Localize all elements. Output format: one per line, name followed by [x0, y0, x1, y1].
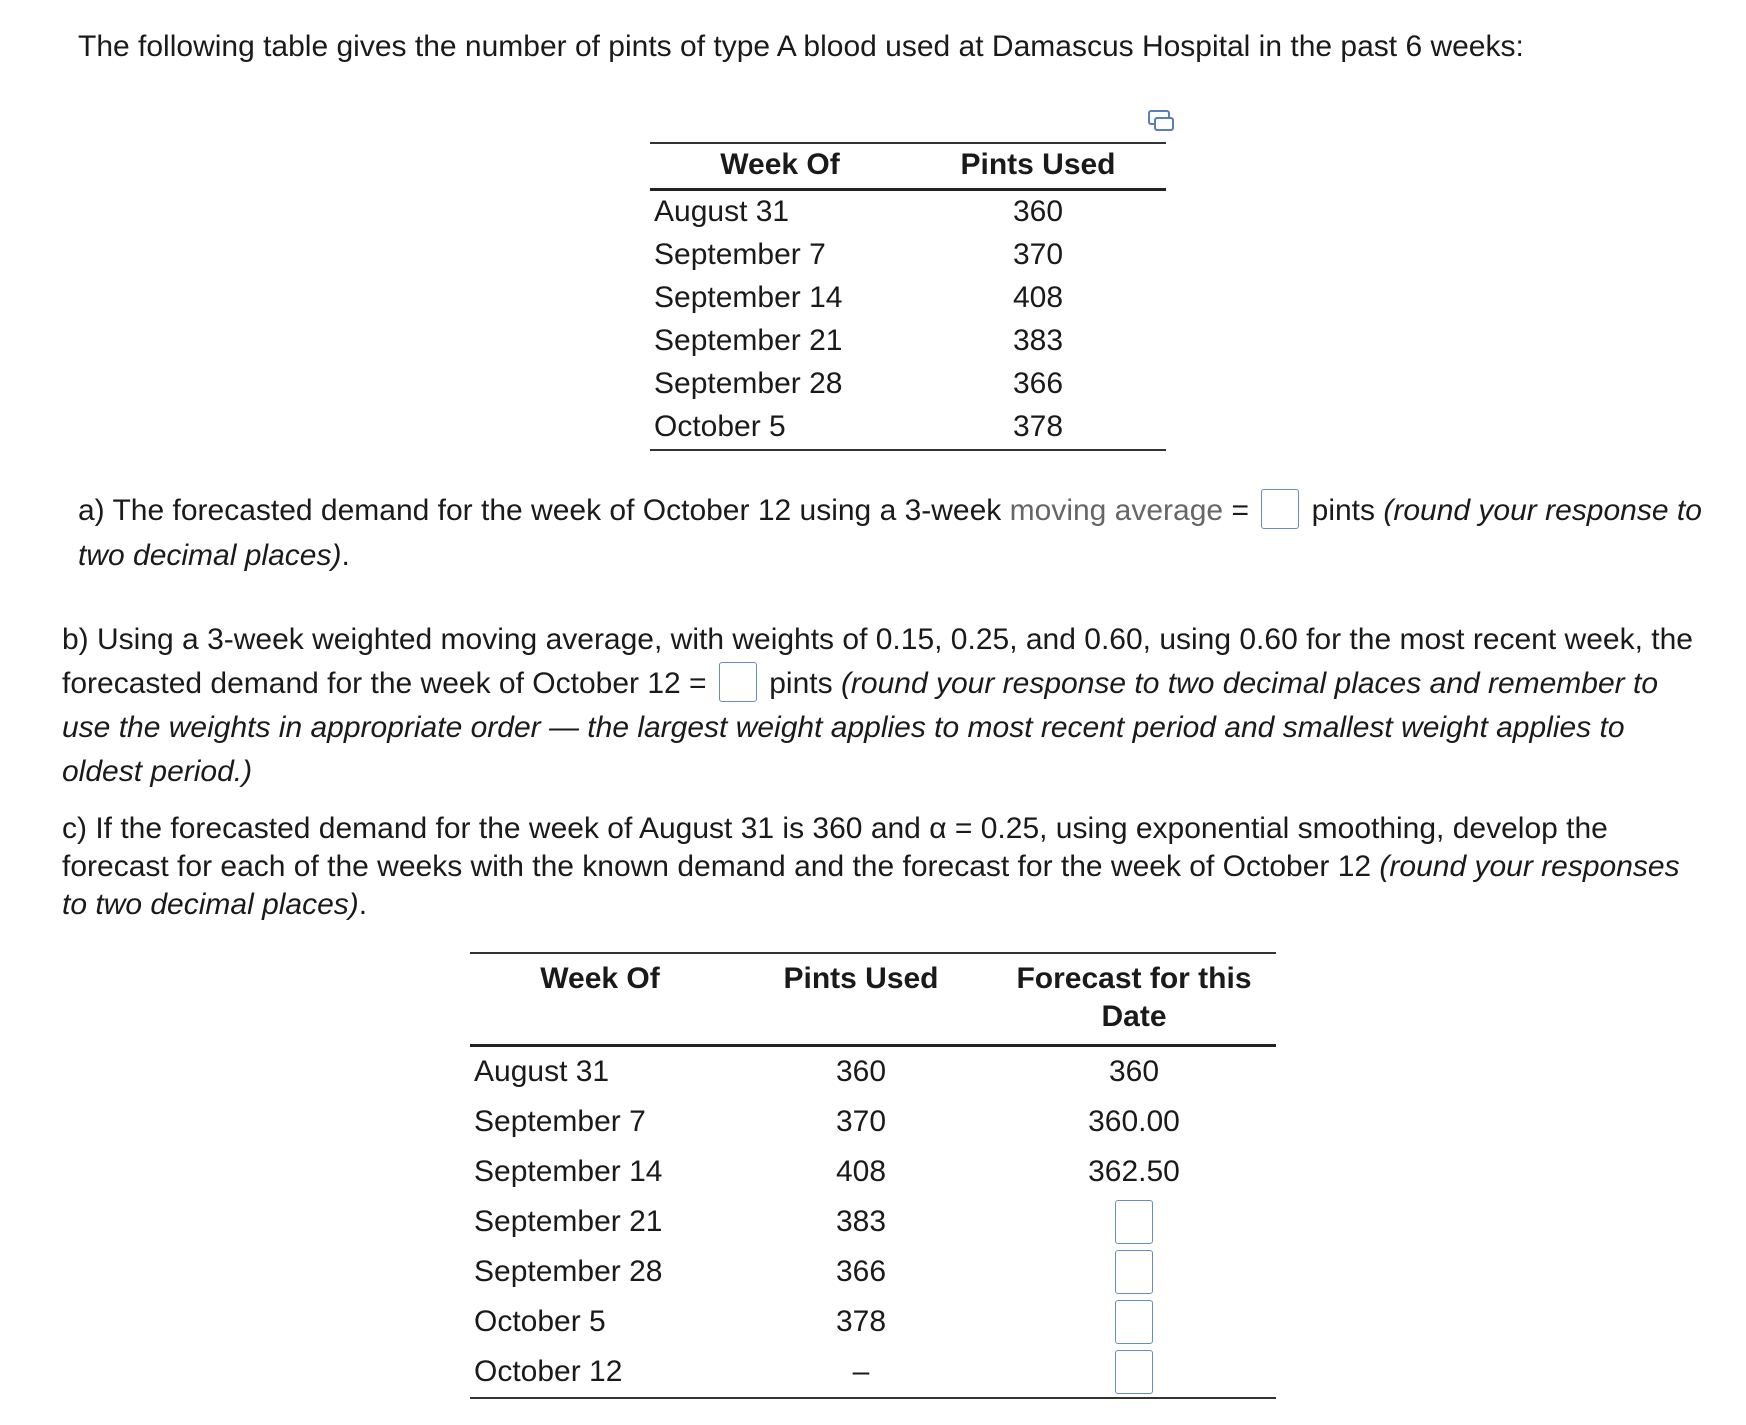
- forecast-cell: [992, 1197, 1276, 1247]
- intro-text: The following table gives the number of pints of type A blood used at Damascus Hospital in the past 6 weeks:: [78, 30, 1524, 63]
- pints-cell: 408: [1012, 281, 1064, 314]
- forecast-cell: 360.00: [1088, 1105, 1180, 1138]
- week-cell: September 21: [474, 1205, 663, 1238]
- table-row: [650, 363, 1166, 406]
- forecast-sep21-input[interactable]: [1115, 1200, 1153, 1244]
- pints-cell: 378: [1012, 410, 1064, 443]
- week-cell: August 31: [474, 1055, 610, 1088]
- pints-table: [650, 142, 1166, 451]
- part-c-question: c) If the forecasted demand for the week of August 31 is 360 and α = 0.25, using exponential smoothing, develop the forecast for each of the weeks with the known demand and the forecast for the week of October 12 (round your responses to two decimal places).: [62, 812, 1680, 921]
- table-row: [650, 320, 1166, 363]
- table-row: [650, 234, 1166, 277]
- table-row: [650, 406, 1166, 450]
- week-cell: September 7: [654, 238, 826, 271]
- table-row: [470, 1046, 1276, 1098]
- col-header-pints: Pints Used: [783, 962, 939, 995]
- forecast-cell: 360: [1108, 1055, 1160, 1088]
- week-cell: October 5: [474, 1305, 606, 1338]
- copy-table-icon[interactable]: [1148, 110, 1174, 132]
- table-header-row: [470, 953, 1276, 1046]
- pints-cell: 370: [1012, 238, 1064, 271]
- pints-cell: –: [852, 1355, 870, 1388]
- forecast-cell: 362.50: [1088, 1155, 1180, 1188]
- answer-a-input[interactable]: [1261, 489, 1299, 529]
- week-cell: September 21: [654, 324, 843, 357]
- pints-cell: 383: [835, 1205, 887, 1238]
- forecast-cell: [992, 1247, 1276, 1297]
- week-cell: September 7: [474, 1105, 646, 1138]
- col-header-week: Week Of: [720, 148, 840, 181]
- part-b-question: b) Using a 3-week weighted moving average, with weights of 0.15, 0.25, and 0.60, using 0.60 for the most recent week, the forecasted demand for the week of October 12 = pints (round your response to two decimal places and remember to use the weights in appropriate order — the largest weight applies to most recent period and smallest weight applies to oldest period.): [62, 623, 1693, 788]
- week-cell: September 14: [474, 1155, 663, 1188]
- pints-cell: 408: [835, 1155, 887, 1188]
- col-header-forecast: Forecast for this Date: [1016, 962, 1252, 1033]
- pints-cell: 383: [1012, 324, 1064, 357]
- forecast-oct12-input[interactable]: [1115, 1350, 1153, 1394]
- forecast-cell: [992, 1347, 1276, 1398]
- table-row: [470, 1297, 1276, 1347]
- week-cell: October 12: [474, 1355, 623, 1388]
- week-cell: October 5: [654, 410, 786, 443]
- forecast-oct5-input[interactable]: [1115, 1300, 1153, 1344]
- pints-cell: 378: [835, 1305, 887, 1338]
- week-cell: August 31: [654, 195, 790, 228]
- pints-cell: 360: [835, 1055, 887, 1088]
- forecast-table: [470, 952, 1276, 1399]
- week-cell: September 28: [474, 1255, 663, 1288]
- part-a-question: a) The forecasted demand for the week of October 12 using a 3-week moving average = pints (round your response to two decimal places).: [78, 488, 1718, 578]
- pints-cell: 370: [835, 1105, 887, 1138]
- week-cell: September 28: [654, 367, 843, 400]
- table-row: [470, 1097, 1276, 1147]
- col-header-week: Week Of: [540, 962, 660, 995]
- table-row: [470, 1247, 1276, 1297]
- moving-average-link[interactable]: moving average: [1009, 494, 1224, 527]
- forecast-sep28-input[interactable]: [1115, 1250, 1153, 1294]
- pints-cell: 366: [1012, 367, 1064, 400]
- week-cell: September 14: [654, 281, 843, 314]
- answer-b-input[interactable]: [719, 662, 757, 702]
- table-header-row: [650, 143, 1166, 190]
- table-row: [470, 1347, 1276, 1398]
- pints-cell: 360: [1012, 195, 1064, 228]
- pints-cell: 366: [835, 1255, 887, 1288]
- col-header-pints: Pints Used: [960, 148, 1116, 181]
- forecast-cell: [992, 1297, 1276, 1347]
- table-row: [650, 277, 1166, 320]
- table-row: [470, 1197, 1276, 1247]
- table-row: [650, 190, 1166, 235]
- table-row: [470, 1147, 1276, 1197]
